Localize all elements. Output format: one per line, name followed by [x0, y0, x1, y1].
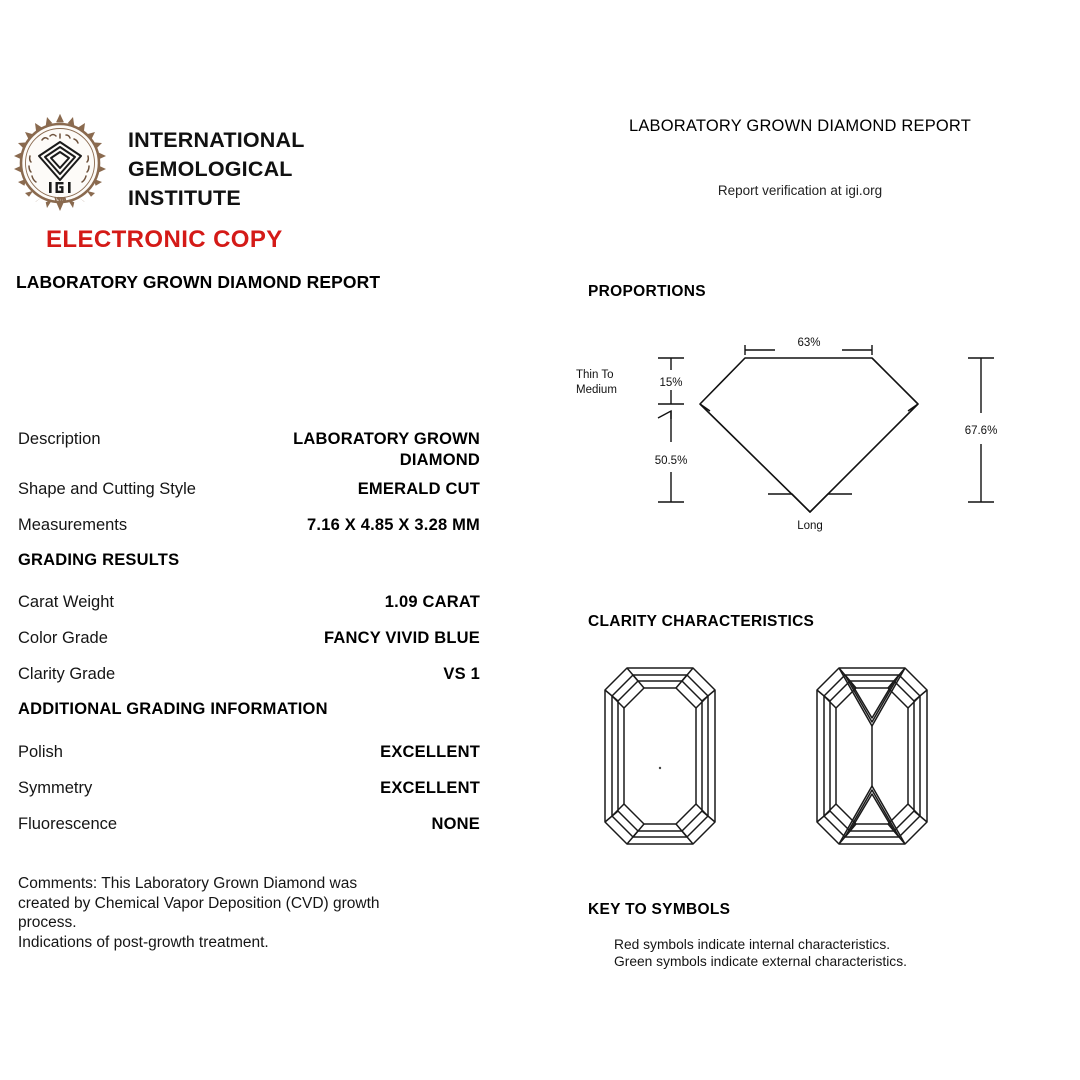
row-label: Carat Weight [18, 593, 114, 611]
row-value: FANCY VIVID BLUE [323, 629, 480, 647]
comments-line-1: Comments: This Laboratory Grown Diamond was [18, 875, 358, 892]
report-verification-note: Report verification at igi.org [717, 183, 883, 198]
row-value: NONE [431, 815, 480, 833]
table-row [18, 665, 480, 685]
proportions-diagram [560, 316, 1030, 551]
table-row [18, 516, 480, 536]
clarity-characteristics-heading: CLARITY CHARACTERISTICS [588, 613, 815, 630]
girdle-label-line2: Medium [576, 384, 617, 396]
row-label: Clarity Grade [18, 665, 116, 683]
svg-text:١٩٧٥: ١٩٧٥ [54, 197, 66, 203]
crown-height-label: 15% [659, 377, 683, 389]
left-report-title: LABORATORY GROWN DIAMOND REPORT [16, 272, 381, 292]
culet-label: Long [797, 520, 823, 532]
row-value: EXCELLENT [380, 779, 480, 797]
row-label: Fluorescence [18, 815, 118, 833]
clarity-diagrams [600, 650, 980, 885]
electronic-copy-watermark: ELECTRONIC COPY [46, 226, 283, 253]
total-depth-label: 67.6% [964, 425, 998, 437]
org-line-3: INSTITUTE [128, 186, 241, 210]
comments-line-2: created by Chemical Vapor Deposition (CVD) growth [18, 894, 380, 912]
row-label: Shape and Cutting Style [18, 480, 196, 498]
row-value-line2: DIAMOND [399, 451, 480, 469]
row-value: EMERALD CUT [357, 480, 480, 498]
table-row [18, 593, 480, 613]
table-row [18, 815, 480, 835]
table-row [18, 480, 480, 500]
row-label: Color Grade [18, 629, 108, 647]
organization-name [128, 126, 508, 213]
row-label: Description [18, 430, 101, 448]
girdle-label-line1: Thin To [576, 369, 614, 381]
table-percent-label: 63% [797, 337, 821, 349]
row-value: 1.09 CARAT [384, 593, 480, 611]
table-row [18, 430, 480, 469]
inclusion-marker [659, 767, 661, 769]
comments-line-4: Indications of post-growth treatment. [18, 933, 269, 951]
key-symbols-green-line: Green symbols indicate external characteristics. [614, 954, 907, 969]
pavilion-view-diagram [817, 668, 927, 844]
table-row [18, 779, 480, 799]
comments-line-3: process. [18, 914, 77, 931]
row-value: EXCELLENT [380, 743, 480, 761]
row-value: LABORATORY GROWN [293, 430, 480, 448]
row-value: VS 1 [443, 665, 480, 683]
table-row [18, 629, 480, 649]
pavilion-depth-label: 50.5% [654, 455, 688, 467]
row-label: Symmetry [18, 779, 93, 797]
row-value: 7.16 X 4.85 X 3.28 MM [307, 516, 480, 534]
comments-block [18, 874, 488, 952]
crown-view-diagram [605, 668, 715, 844]
table-row [18, 743, 480, 763]
grading-results-heading: GRADING RESULTS [18, 551, 180, 569]
row-label: Polish [18, 743, 63, 761]
proportions-heading: PROPORTIONS [588, 283, 706, 300]
additional-grading-heading: ADDITIONAL GRADING INFORMATION [18, 700, 328, 718]
org-line-1: INTERNATIONAL [128, 128, 305, 152]
key-symbols-red-line: Red symbols indicate internal characteristics. [614, 937, 891, 952]
row-label: Measurements [18, 516, 128, 534]
key-to-symbols-heading: KEY TO SYMBOLS [588, 901, 731, 918]
igi-logo [8, 112, 112, 216]
org-line-2: GEMOLOGICAL [128, 157, 293, 181]
igi-logo-icon [8, 112, 112, 216]
key-to-symbols-body [614, 936, 907, 970]
report-title: LABORATORY GROWN DIAMOND REPORT [628, 117, 972, 135]
